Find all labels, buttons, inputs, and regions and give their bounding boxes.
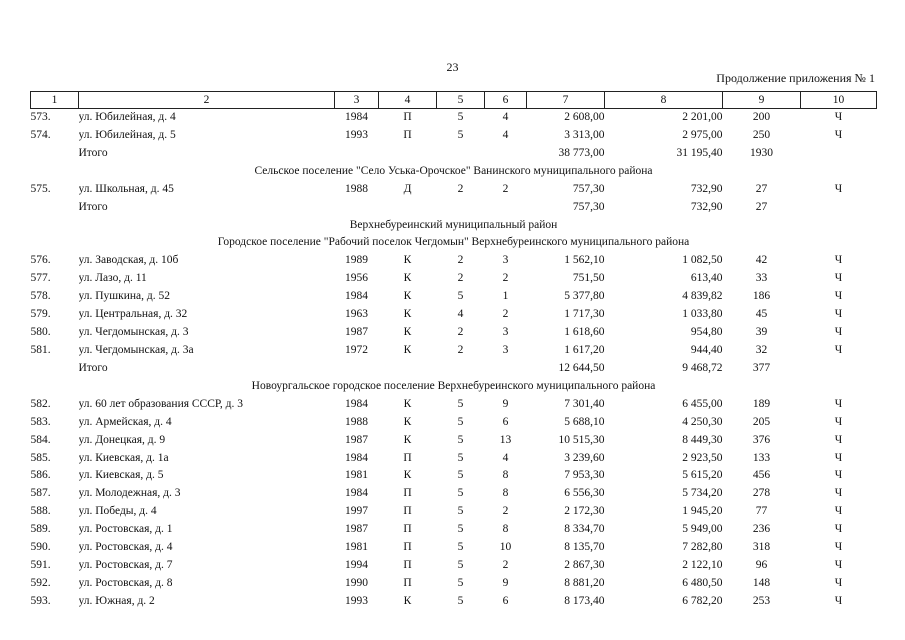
cell-wall-material: П <box>403 128 412 141</box>
cell-category: Ч <box>834 451 843 464</box>
cell-living-area: 6 782,20 <box>682 594 723 607</box>
table-row <box>31 414 877 432</box>
column-header: 9 <box>723 92 801 109</box>
cell-year-built: 1990 <box>345 576 368 589</box>
cell-wall-material <box>379 145 437 163</box>
cell-year-built: 1987 <box>345 326 368 339</box>
cell-floors: 2 <box>457 326 464 339</box>
cell-entrances: 8 <box>502 487 509 500</box>
cell-row-number: 576. <box>30 254 51 267</box>
section-heading: Верхнебуреинский муниципальный район <box>349 218 558 231</box>
cell-living-area: 2 122,10 <box>682 559 723 572</box>
cell-address: Итого <box>78 200 108 213</box>
cell-wall-material: К <box>403 254 412 267</box>
cell-year-built: 1972 <box>345 343 368 356</box>
cell-category: Ч <box>834 594 843 607</box>
cell-total-area: 2 172,30 <box>564 505 605 518</box>
cell-category: Ч <box>834 308 843 321</box>
cell-entrances: 6 <box>502 594 509 607</box>
cell-entrances: 2 <box>502 308 509 321</box>
table-row <box>31 467 877 485</box>
cell-wall-material: К <box>403 415 412 428</box>
cell-entrances: 2 <box>502 272 509 285</box>
cell-floors <box>437 360 485 378</box>
section-heading-row <box>31 234 877 252</box>
cell-living-area: 6 455,00 <box>682 397 723 410</box>
cell-address: ул. Юбилейная, д. 4 <box>78 111 176 123</box>
cell-total-area: 38 773,00 <box>558 146 605 159</box>
cell-total-area: 3 239,60 <box>564 451 605 464</box>
cell-residents: 253 <box>752 594 771 607</box>
cell-entrances: 3 <box>502 343 509 356</box>
cell-category: Ч <box>834 272 843 285</box>
cell-address: ул. Южная, д. 2 <box>78 594 155 607</box>
table-row <box>31 127 877 145</box>
cell-living-area: 31 195,40 <box>676 146 723 159</box>
cell-residents: 33 <box>755 272 768 285</box>
cell-residents: 1930 <box>750 146 773 159</box>
cell-floors: 5 <box>457 541 464 554</box>
cell-residents: 377 <box>752 361 771 374</box>
cell-row-number: 591. <box>30 559 51 572</box>
cell-living-area: 6 480,50 <box>682 576 723 589</box>
cell-living-area: 1 945,20 <box>682 505 723 518</box>
cell-residents: 250 <box>752 128 771 141</box>
column-header: 3 <box>335 92 379 109</box>
cell-wall-material <box>379 199 437 217</box>
cell-row-number: 584. <box>30 433 51 446</box>
cell-category: Ч <box>834 469 843 482</box>
cell-residents: 189 <box>752 397 771 410</box>
cell-year-built <box>335 360 379 378</box>
cell-row-number <box>31 199 79 217</box>
cell-year-built: 1993 <box>345 128 368 141</box>
cell-category: Ч <box>834 343 843 356</box>
cell-floors: 5 <box>457 111 464 123</box>
cell-row-number: 589. <box>30 523 51 536</box>
cell-floors: 5 <box>457 415 464 428</box>
cell-floors: 5 <box>457 397 464 410</box>
total-row <box>31 199 877 217</box>
cell-row-number: 588. <box>30 505 51 518</box>
table-row <box>31 485 877 503</box>
column-header: 1 <box>31 92 79 109</box>
cell-year-built: 1956 <box>345 272 368 285</box>
cell-address: ул. Чегдомынская, д. 3 <box>78 326 189 339</box>
cell-living-area: 732,90 <box>690 200 723 213</box>
cell-address: ул. Ростовская, д. 1 <box>78 523 173 536</box>
cell-total-area: 3 313,00 <box>564 128 605 141</box>
cell-address: ул. Юбилейная, д. 5 <box>78 128 176 141</box>
cell-address: ул. Ростовская, д. 4 <box>78 541 173 554</box>
cell-total-area: 757,30 <box>572 200 605 213</box>
cell-total-area: 1 617,20 <box>564 343 605 356</box>
total-row <box>31 145 877 163</box>
cell-address: ул. Чегдомынская, д. 3а <box>78 343 194 356</box>
cell-row-number: 581. <box>30 343 51 356</box>
column-header: 6 <box>485 92 527 109</box>
cell-wall-material: К <box>403 594 412 607</box>
cell-year-built: 1988 <box>345 182 368 195</box>
cell-entrances: 2 <box>502 505 509 518</box>
cell-entrances <box>485 145 527 163</box>
section-heading-row <box>31 163 877 181</box>
cell-wall-material: К <box>403 272 412 285</box>
table-row <box>31 557 877 575</box>
cell-living-area: 9 468,72 <box>682 361 723 374</box>
cell-category: Ч <box>834 487 843 500</box>
cell-year-built: 1984 <box>345 451 368 464</box>
cell-row-number: 574. <box>30 128 51 141</box>
cell-floors: 5 <box>457 523 464 536</box>
cell-residents: 456 <box>752 469 771 482</box>
cell-floors: 5 <box>457 594 464 607</box>
cell-living-area: 7 282,80 <box>682 541 723 554</box>
cell-category <box>801 199 877 217</box>
cell-living-area: 1 082,50 <box>682 254 723 267</box>
column-header: 7 <box>527 92 605 109</box>
continuation-label: Продолжение приложения № 1 <box>716 71 875 85</box>
cell-category: Ч <box>834 505 843 518</box>
table-row <box>31 270 877 288</box>
cell-year-built <box>335 199 379 217</box>
section-heading: Городское поселение "Рабочий поселок Чегдомын" Верхнебуреинского муниципального района <box>217 236 690 249</box>
cell-category: Ч <box>834 182 843 195</box>
cell-total-area: 8 173,40 <box>564 594 605 607</box>
cell-residents: 186 <box>752 290 771 303</box>
cell-entrances: 13 <box>499 433 512 446</box>
cell-total-area: 10 515,30 <box>558 433 605 446</box>
cell-total-area: 1 618,60 <box>564 326 605 339</box>
cell-floors: 4 <box>457 308 464 321</box>
cell-row-number: 590. <box>30 541 51 554</box>
cell-total-area: 8 334,70 <box>564 523 605 536</box>
section-heading-row <box>31 378 877 396</box>
cell-total-area: 1 562,10 <box>564 254 605 267</box>
cell-living-area: 2 201,00 <box>682 111 723 123</box>
cell-address: ул. Ростовская, д. 7 <box>78 559 173 572</box>
cell-floors: 5 <box>457 505 464 518</box>
table-row <box>31 575 877 593</box>
cell-row-number: 577. <box>30 272 51 285</box>
cell-residents: 42 <box>755 254 768 267</box>
cell-row-number <box>31 360 79 378</box>
cell-category: Ч <box>834 559 843 572</box>
cell-row-number: 578. <box>30 290 51 303</box>
cell-address: ул. Ростовская, д. 8 <box>78 576 173 589</box>
cell-living-area: 954,80 <box>690 326 723 339</box>
cell-residents: 278 <box>752 487 771 500</box>
cell-floors: 2 <box>457 182 464 195</box>
cell-entrances: 2 <box>502 182 509 195</box>
cell-row-number: 593. <box>30 594 51 607</box>
cell-wall-material: К <box>403 397 412 410</box>
cell-floors <box>437 199 485 217</box>
table-row <box>31 539 877 557</box>
cell-wall-material: П <box>403 505 412 518</box>
column-header: 5 <box>437 92 485 109</box>
cell-year-built: 1993 <box>345 594 368 607</box>
cell-total-area: 8 135,70 <box>564 541 605 554</box>
cell-entrances: 3 <box>502 326 509 339</box>
cell-entrances: 10 <box>499 541 512 554</box>
cell-floors: 5 <box>457 559 464 572</box>
cell-wall-material: К <box>403 290 412 303</box>
cell-floors: 2 <box>457 272 464 285</box>
cell-residents: 27 <box>755 182 768 195</box>
cell-category: Ч <box>834 541 843 554</box>
cell-row-number: 579. <box>30 308 51 321</box>
cell-total-area: 5 377,80 <box>564 290 605 303</box>
cell-residents: 27 <box>755 200 768 213</box>
cell-wall-material <box>379 360 437 378</box>
cell-total-area: 2 608,00 <box>564 111 605 123</box>
cell-row-number: 573. <box>30 111 51 123</box>
cell-wall-material: П <box>403 451 412 464</box>
cell-wall-material: Д <box>403 182 412 195</box>
cell-living-area: 5 615,20 <box>682 469 723 482</box>
cell-category: Ч <box>834 326 843 339</box>
cell-entrances: 8 <box>502 469 509 482</box>
cell-residents: 236 <box>752 523 771 536</box>
table-row <box>31 521 877 539</box>
cell-category: Ч <box>834 397 843 410</box>
cell-entrances: 6 <box>502 415 509 428</box>
cell-wall-material: К <box>403 326 412 339</box>
cell-living-area: 4 250,30 <box>682 415 723 428</box>
page-number: 23 <box>446 60 459 74</box>
cell-year-built: 1981 <box>345 541 368 554</box>
cell-row-number: 575. <box>30 182 51 195</box>
cell-year-built: 1988 <box>345 415 368 428</box>
cell-year-built <box>335 145 379 163</box>
cell-address: ул. Школьная, д. 45 <box>78 182 174 195</box>
cell-category: Ч <box>834 128 843 141</box>
table-row <box>31 432 877 450</box>
cell-residents: 318 <box>752 541 771 554</box>
cell-residents: 376 <box>752 433 771 446</box>
cell-living-area: 2 923,50 <box>682 451 723 464</box>
table-row <box>31 396 877 414</box>
cell-year-built: 1984 <box>345 290 368 303</box>
cell-year-built: 1989 <box>345 254 368 267</box>
cell-address: Итого <box>78 361 108 374</box>
cell-wall-material: К <box>403 343 412 356</box>
cell-row-number: 582. <box>30 397 51 410</box>
table-row <box>31 450 877 468</box>
cell-floors: 5 <box>457 576 464 589</box>
cell-entrances <box>485 360 527 378</box>
cell-entrances: 4 <box>502 451 509 464</box>
cell-total-area: 8 881,20 <box>564 576 605 589</box>
cell-floors <box>437 145 485 163</box>
total-row <box>31 360 877 378</box>
cell-residents: 200 <box>752 111 771 123</box>
cell-row-number: 592. <box>30 576 51 589</box>
cell-residents: 205 <box>752 415 771 428</box>
cell-wall-material: П <box>403 559 412 572</box>
cell-living-area: 732,90 <box>690 182 723 195</box>
cell-address: ул. Молодежная, д. 3 <box>78 487 181 500</box>
cell-year-built: 1984 <box>345 111 368 123</box>
cell-address: ул. Центральная, д. 32 <box>78 308 188 321</box>
cell-address: ул. Победы, д. 4 <box>78 505 157 518</box>
cell-row-number: 586. <box>30 469 51 482</box>
cell-year-built: 1994 <box>345 559 368 572</box>
section-heading: Новоургальское городское поселение Верхнебуреинского муниципального района <box>251 379 656 392</box>
cell-floors: 5 <box>457 451 464 464</box>
column-header: 4 <box>379 92 437 109</box>
cell-floors: 2 <box>457 343 464 356</box>
cell-total-area: 7 953,30 <box>564 469 605 482</box>
cell-year-built: 1984 <box>345 397 368 410</box>
cell-row-number: 587. <box>30 487 51 500</box>
cell-address: ул. Пушкина, д. 52 <box>78 290 170 303</box>
cell-entrances: 4 <box>502 128 509 141</box>
cell-wall-material: К <box>403 469 412 482</box>
cell-total-area: 751,50 <box>572 272 605 285</box>
cell-address: ул. Армейская, д. 4 <box>78 415 172 428</box>
table-row <box>31 181 877 199</box>
cell-row-number: 585. <box>30 451 51 464</box>
cell-total-area: 5 688,10 <box>564 415 605 428</box>
cell-living-area: 944,40 <box>690 343 723 356</box>
cell-wall-material: П <box>403 111 412 123</box>
cell-residents: 39 <box>755 326 768 339</box>
section-heading-row <box>31 217 877 235</box>
cell-entrances: 9 <box>502 576 509 589</box>
cell-total-area: 7 301,40 <box>564 397 605 410</box>
cell-address: Итого <box>78 146 108 159</box>
cell-year-built: 1984 <box>345 487 368 500</box>
cell-row-number: 583. <box>30 415 51 428</box>
cell-address: ул. Лазо, д. 11 <box>78 272 147 285</box>
cell-floors: 5 <box>457 290 464 303</box>
cell-residents: 133 <box>752 451 771 464</box>
cell-address: ул. Киевская, д. 1а <box>78 451 169 464</box>
column-header: 10 <box>801 92 877 109</box>
cell-category: Ч <box>834 290 843 303</box>
cell-floors: 5 <box>457 469 464 482</box>
cell-total-area: 2 867,30 <box>564 559 605 572</box>
table-row <box>31 288 877 306</box>
cell-residents: 96 <box>755 559 768 572</box>
cell-wall-material: К <box>403 433 412 446</box>
cell-wall-material: П <box>403 541 412 554</box>
cell-year-built: 1963 <box>345 308 368 321</box>
cell-category: Ч <box>834 576 843 589</box>
cell-floors: 5 <box>457 433 464 446</box>
cell-living-area: 4 839,82 <box>682 290 723 303</box>
cell-living-area: 613,40 <box>690 272 723 285</box>
cell-total-area: 757,30 <box>572 182 605 195</box>
cell-row-number: 580. <box>30 326 51 339</box>
cell-address: ул. 60 лет образования СССР, д. 3 <box>78 397 243 410</box>
cell-address: ул. Заводская, д. 10б <box>78 254 179 267</box>
cell-year-built: 1987 <box>345 523 368 536</box>
table-row <box>31 593 877 611</box>
cell-living-area: 2 975,00 <box>682 128 723 141</box>
table-row <box>31 306 877 324</box>
column-header-row <box>31 92 877 109</box>
table-row <box>31 342 877 360</box>
cell-row-number <box>31 145 79 163</box>
cell-floors: 5 <box>457 128 464 141</box>
cell-residents: 32 <box>755 343 768 356</box>
cell-category: Ч <box>834 415 843 428</box>
table-row <box>31 252 877 270</box>
table-row <box>31 324 877 342</box>
cell-entrances: 3 <box>502 254 509 267</box>
cell-address: ул. Донецкая, д. 9 <box>78 433 166 446</box>
cell-floors: 5 <box>457 487 464 500</box>
cell-living-area: 8 449,30 <box>682 433 723 446</box>
cell-wall-material: П <box>403 487 412 500</box>
cell-category: Ч <box>834 111 843 123</box>
cell-entrances: 1 <box>502 290 509 303</box>
cell-entrances: 8 <box>502 523 509 536</box>
cell-category: Ч <box>834 254 843 267</box>
cell-residents: 77 <box>755 505 768 518</box>
cell-category <box>801 360 877 378</box>
cell-total-area: 12 644,50 <box>558 361 605 374</box>
cell-year-built: 1987 <box>345 433 368 446</box>
column-header: 2 <box>79 92 335 109</box>
table-row <box>31 503 877 521</box>
column-header: 8 <box>605 92 723 109</box>
cell-category <box>801 145 877 163</box>
cell-wall-material: П <box>403 576 412 589</box>
cell-wall-material: К <box>403 308 412 321</box>
cell-address: ул. Киевская, д. 5 <box>78 469 164 482</box>
cell-entrances: 4 <box>502 111 509 123</box>
cell-living-area: 1 033,80 <box>682 308 723 321</box>
cell-floors: 2 <box>457 254 464 267</box>
cell-residents: 45 <box>755 308 768 321</box>
cell-living-area: 5 734,20 <box>682 487 723 500</box>
cell-year-built: 1981 <box>345 469 368 482</box>
cell-category: Ч <box>834 523 843 536</box>
cell-wall-material: П <box>403 523 412 536</box>
table-row <box>31 109 877 127</box>
cell-entrances <box>485 199 527 217</box>
cell-category: Ч <box>834 433 843 446</box>
cell-entrances: 2 <box>502 559 509 572</box>
section-heading: Сельское поселение "Село Уська-Орочское" Ванинского муниципального района <box>254 164 653 177</box>
housing-table <box>30 91 877 611</box>
cell-residents: 148 <box>752 576 771 589</box>
cell-living-area: 5 949,00 <box>682 523 723 536</box>
cell-total-area: 1 717,30 <box>564 308 605 321</box>
cell-year-built: 1997 <box>345 505 368 518</box>
cell-total-area: 6 556,30 <box>564 487 605 500</box>
table-body <box>31 92 877 611</box>
cell-entrances: 9 <box>502 397 509 410</box>
